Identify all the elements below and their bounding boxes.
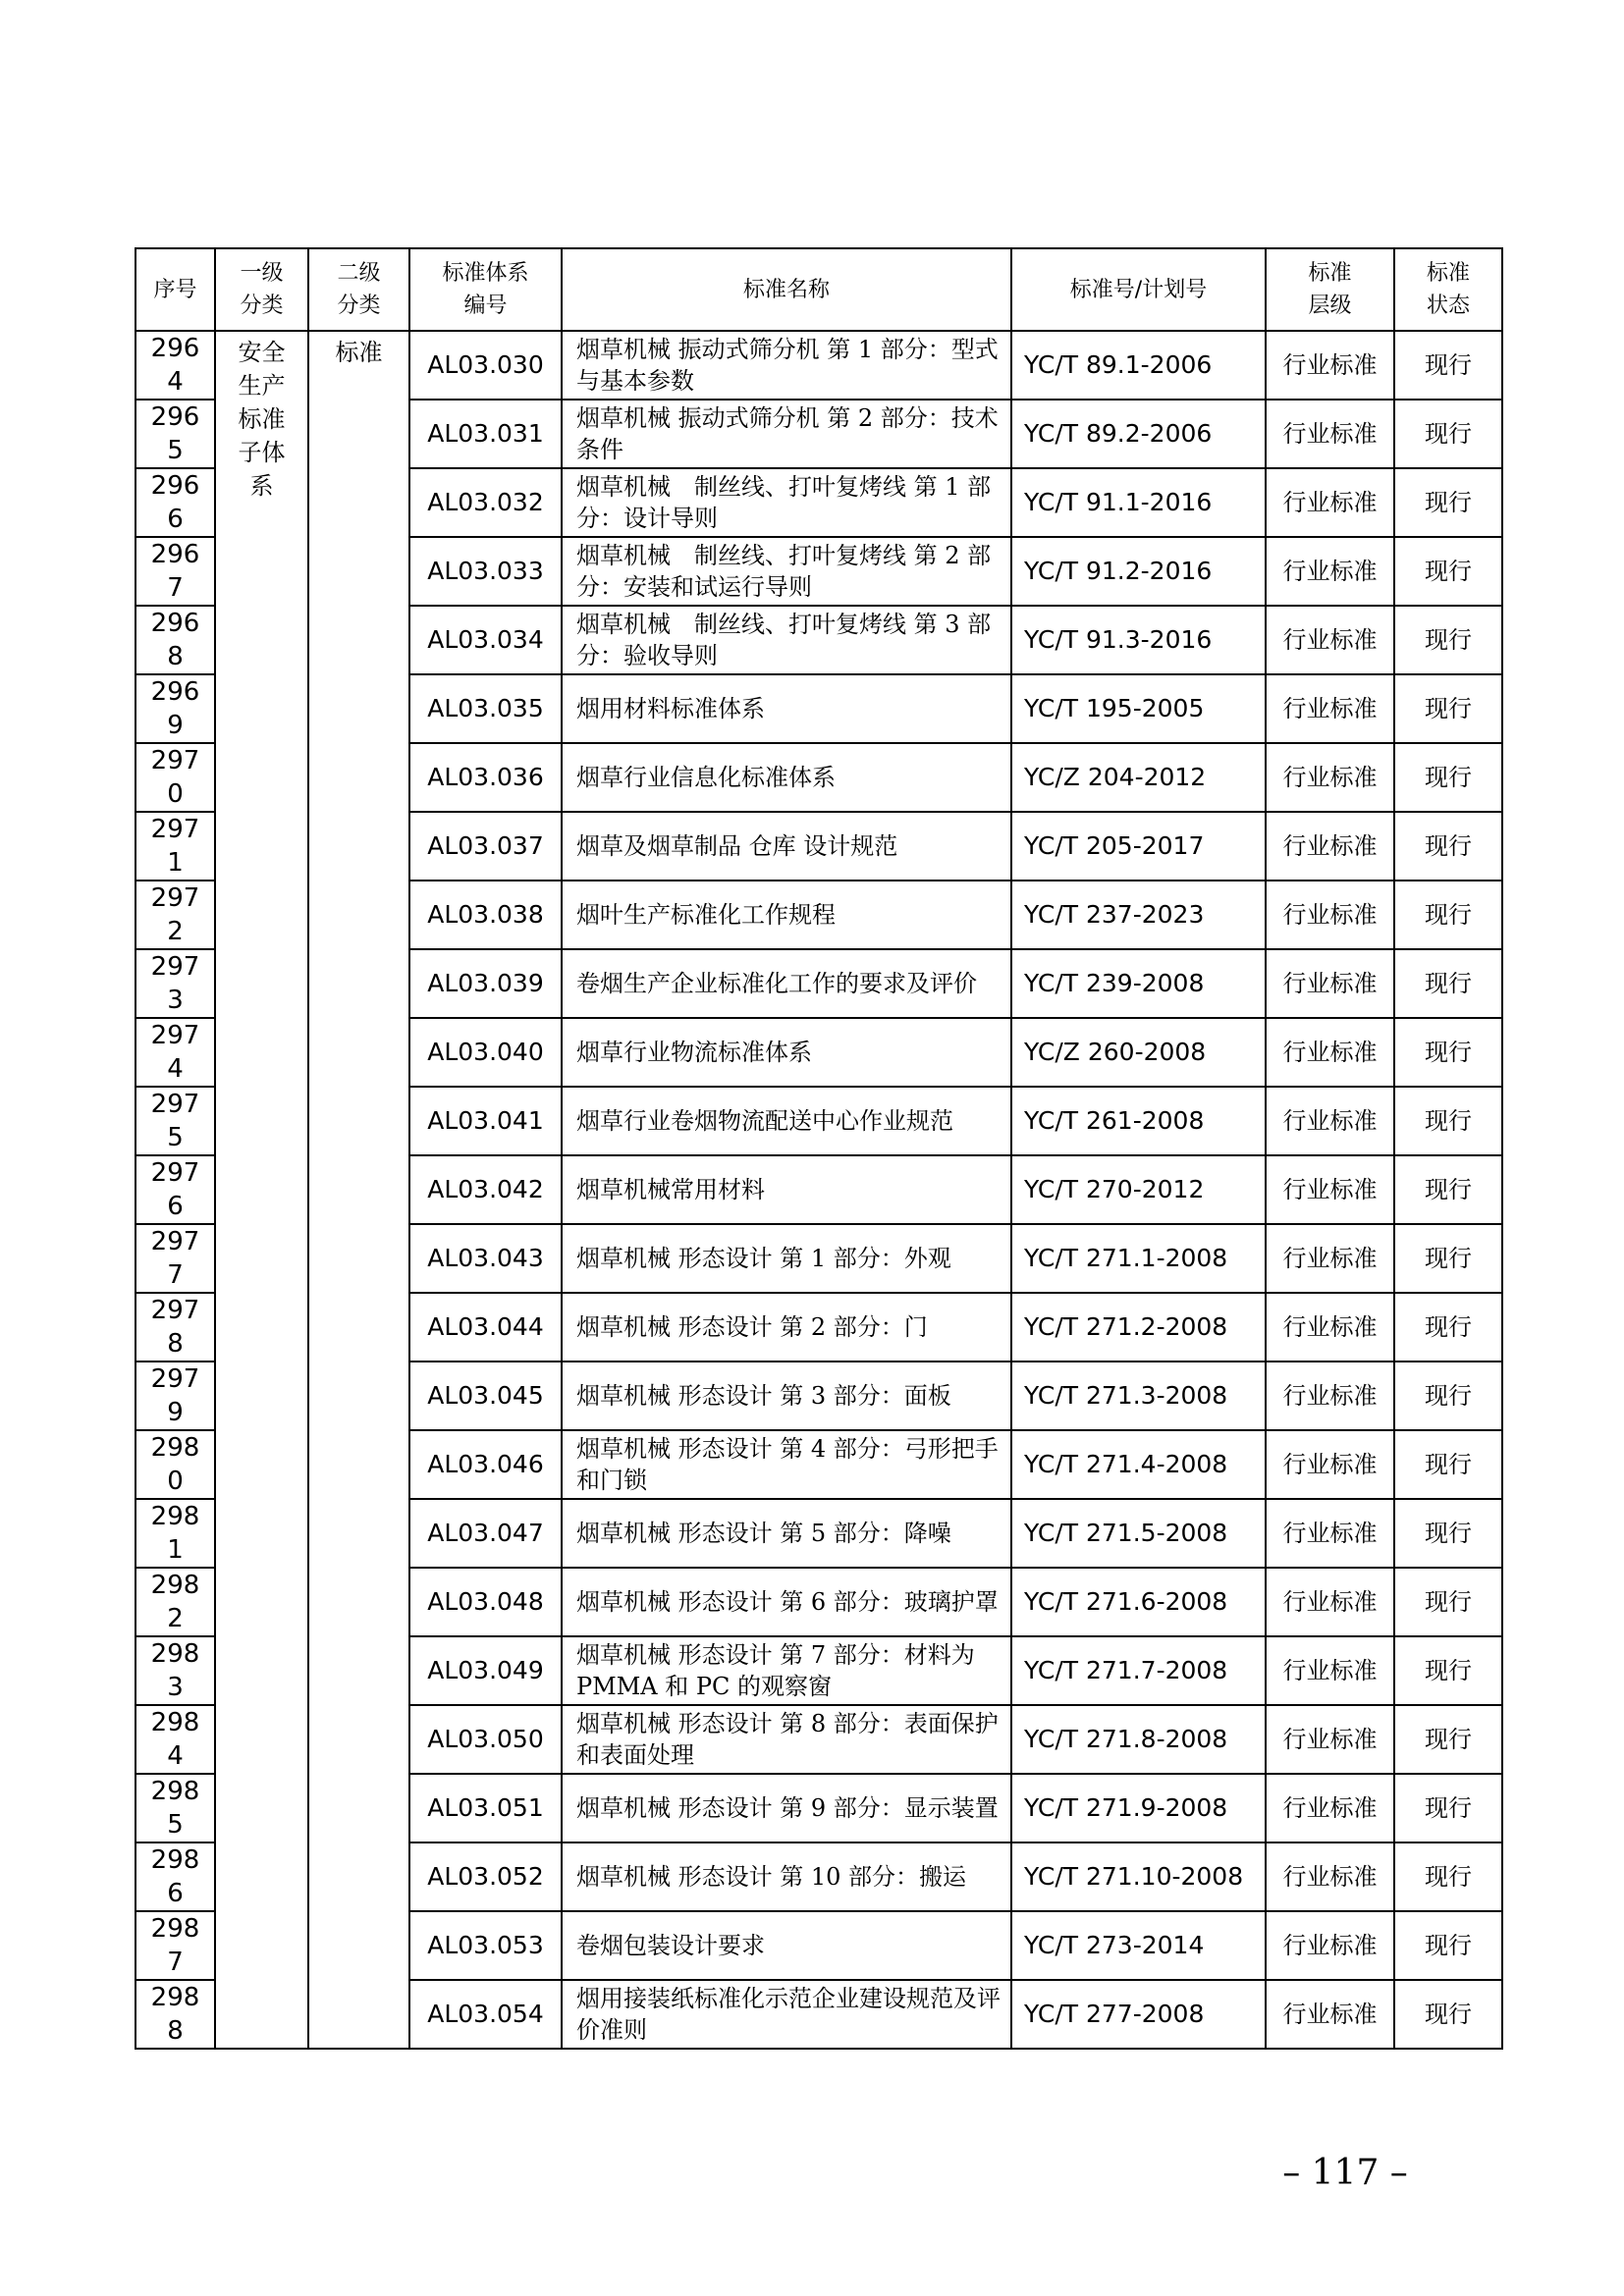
seq-part: 6 bbox=[167, 1192, 184, 1221]
seq-part: 297 bbox=[150, 1090, 200, 1119]
system-code-cell: AL03.039 bbox=[409, 949, 562, 1018]
seq-part: 297 bbox=[150, 1296, 200, 1325]
system-code-cell: AL03.037 bbox=[409, 812, 562, 881]
standard-level-cell: 行业标准 bbox=[1266, 606, 1394, 674]
seq-part: 2 bbox=[167, 917, 184, 946]
standard-level-cell: 行业标准 bbox=[1266, 537, 1394, 606]
seq-part: 296 bbox=[150, 540, 200, 569]
table-body bbox=[135, 331, 1502, 2049]
seq-cell bbox=[135, 1774, 215, 1842]
standard-level-cell: 行业标准 bbox=[1266, 1774, 1394, 1842]
standard-status-cell: 现行 bbox=[1394, 1293, 1502, 1362]
standard-name-cell: 烟草机械 制丝线、打叶复烤线 第 3 部分：验收导则 bbox=[562, 606, 1011, 674]
standard-number-cell: YC/T 271.4-2008 bbox=[1011, 1430, 1266, 1499]
seq-part: 298 bbox=[150, 1914, 200, 1944]
standard-status-cell: 现行 bbox=[1394, 1224, 1502, 1293]
seq-part: 298 bbox=[150, 1777, 200, 1806]
seq-part: 297 bbox=[150, 1227, 200, 1256]
standard-name-cell: 烟草及烟草制品 仓库 设计规范 bbox=[562, 812, 1011, 881]
category-2-cell: 标准 bbox=[308, 331, 409, 2049]
system-code-cell: AL03.052 bbox=[409, 1842, 562, 1911]
standard-number-cell: YC/T 89.1-2006 bbox=[1011, 331, 1266, 400]
seq-part: 4 bbox=[167, 1741, 184, 1771]
page-number: – 117 – bbox=[1282, 2153, 1408, 2193]
standard-name-cell: 烟草机械 形态设计 第 10 部分：搬运 bbox=[562, 1842, 1011, 1911]
table-header-row bbox=[135, 248, 1502, 331]
seq-part: 298 bbox=[150, 1708, 200, 1737]
seq-part: 8 bbox=[167, 642, 184, 671]
standard-level-cell: 行业标准 bbox=[1266, 1155, 1394, 1224]
seq-cell bbox=[135, 1499, 215, 1568]
seq-part: 8 bbox=[167, 2016, 184, 2046]
seq-cell bbox=[135, 1293, 215, 1362]
seq-part: 297 bbox=[150, 1364, 200, 1394]
seq-cell bbox=[135, 1842, 215, 1911]
standard-number-cell: YC/T 273-2014 bbox=[1011, 1911, 1266, 1980]
standard-status-cell: 现行 bbox=[1394, 881, 1502, 949]
seq-cell bbox=[135, 1980, 215, 2049]
standard-status-cell: 现行 bbox=[1394, 1636, 1502, 1705]
standard-number-cell: YC/T 261-2008 bbox=[1011, 1087, 1266, 1155]
standard-number-cell: YC/T 271.3-2008 bbox=[1011, 1362, 1266, 1430]
system-code-cell: AL03.045 bbox=[409, 1362, 562, 1430]
header-seq: 序号 bbox=[135, 248, 215, 331]
seq-cell bbox=[135, 1636, 215, 1705]
standard-number-cell: YC/T 91.2-2016 bbox=[1011, 537, 1266, 606]
standard-name-cell: 烟用材料标准体系 bbox=[562, 674, 1011, 743]
system-code-cell: AL03.033 bbox=[409, 537, 562, 606]
seq-part: 6 bbox=[167, 505, 184, 534]
standard-status-cell: 现行 bbox=[1394, 1911, 1502, 1980]
standard-name-cell: 烟草机械 制丝线、打叶复烤线 第 2 部分：安装和试运行导则 bbox=[562, 537, 1011, 606]
standard-level-cell: 行业标准 bbox=[1266, 400, 1394, 468]
standard-name-cell: 烟草机械 形态设计 第 6 部分：玻璃护罩 bbox=[562, 1568, 1011, 1636]
standard-name-cell: 烟草机械 形态设计 第 3 部分：面板 bbox=[562, 1362, 1011, 1430]
seq-part: 3 bbox=[167, 1673, 184, 1702]
standard-number-cell: YC/Z 204-2012 bbox=[1011, 743, 1266, 812]
system-code-cell: AL03.035 bbox=[409, 674, 562, 743]
standard-name-cell: 烟草机械 振动式筛分机 第 1 部分：型式与基本参数 bbox=[562, 331, 1011, 400]
seq-cell bbox=[135, 1705, 215, 1774]
seq-part: 9 bbox=[167, 711, 184, 740]
seq-part: 4 bbox=[167, 367, 184, 397]
seq-part: 298 bbox=[150, 1502, 200, 1531]
system-code-cell: AL03.043 bbox=[409, 1224, 562, 1293]
standard-name-cell: 卷烟生产企业标准化工作的要求及评价 bbox=[562, 949, 1011, 1018]
seq-cell bbox=[135, 812, 215, 881]
standard-level-cell: 行业标准 bbox=[1266, 743, 1394, 812]
seq-cell bbox=[135, 1911, 215, 1980]
standard-number-cell: YC/T 271.10-2008 bbox=[1011, 1842, 1266, 1911]
standard-number-cell: YC/T 271.8-2008 bbox=[1011, 1705, 1266, 1774]
standard-level-cell: 行业标准 bbox=[1266, 1362, 1394, 1430]
seq-part: 297 bbox=[150, 815, 200, 844]
seq-part: 6 bbox=[167, 1879, 184, 1908]
standard-status-cell: 现行 bbox=[1394, 400, 1502, 468]
seq-cell bbox=[135, 1018, 215, 1087]
standard-level-cell: 行业标准 bbox=[1266, 1980, 1394, 2049]
standard-level-cell: 行业标准 bbox=[1266, 1842, 1394, 1911]
standard-status-cell: 现行 bbox=[1394, 1430, 1502, 1499]
seq-part: 298 bbox=[150, 1983, 200, 2012]
standard-number-cell: YC/T 270-2012 bbox=[1011, 1155, 1266, 1224]
system-code-cell: AL03.030 bbox=[409, 331, 562, 400]
seq-part: 7 bbox=[167, 573, 184, 603]
seq-part: 1 bbox=[167, 1535, 184, 1565]
standard-level-cell: 行业标准 bbox=[1266, 881, 1394, 949]
standard-level-cell: 行业标准 bbox=[1266, 1018, 1394, 1087]
standard-level-cell: 行业标准 bbox=[1266, 1705, 1394, 1774]
standard-number-cell: YC/T 271.2-2008 bbox=[1011, 1293, 1266, 1362]
header-standard-status: 标准 状态 bbox=[1394, 248, 1502, 331]
system-code-cell: AL03.032 bbox=[409, 468, 562, 537]
system-code-cell: AL03.047 bbox=[409, 1499, 562, 1568]
standard-level-cell: 行业标准 bbox=[1266, 1430, 1394, 1499]
system-code-cell: AL03.049 bbox=[409, 1636, 562, 1705]
standard-number-cell: YC/T 239-2008 bbox=[1011, 949, 1266, 1018]
standard-name-cell: 烟草机械 振动式筛分机 第 2 部分：技术条件 bbox=[562, 400, 1011, 468]
standard-status-cell: 现行 bbox=[1394, 812, 1502, 881]
standard-name-cell: 烟草机械 形态设计 第 2 部分：门 bbox=[562, 1293, 1011, 1362]
seq-cell bbox=[135, 1155, 215, 1224]
standard-level-cell: 行业标准 bbox=[1266, 1224, 1394, 1293]
seq-part: 1 bbox=[167, 848, 184, 878]
standard-status-cell: 现行 bbox=[1394, 537, 1502, 606]
seq-part: 3 bbox=[167, 986, 184, 1015]
standards-table bbox=[135, 247, 1503, 2050]
standard-number-cell: YC/T 271.9-2008 bbox=[1011, 1774, 1266, 1842]
category-1-line: 安全 bbox=[238, 339, 286, 366]
seq-cell bbox=[135, 674, 215, 743]
seq-cell bbox=[135, 400, 215, 468]
seq-part: 7 bbox=[167, 1260, 184, 1290]
header-system-code: 标准体系 编号 bbox=[409, 248, 562, 331]
standard-status-cell: 现行 bbox=[1394, 743, 1502, 812]
standard-status-cell: 现行 bbox=[1394, 1705, 1502, 1774]
standard-level-cell: 行业标准 bbox=[1266, 331, 1394, 400]
seq-cell bbox=[135, 1362, 215, 1430]
standard-status-cell: 现行 bbox=[1394, 674, 1502, 743]
seq-part: 297 bbox=[150, 1021, 200, 1050]
seq-part: 298 bbox=[150, 1639, 200, 1669]
system-code-cell: AL03.054 bbox=[409, 1980, 562, 2049]
system-code-cell: AL03.031 bbox=[409, 400, 562, 468]
category-1-line: 子体 bbox=[238, 439, 286, 466]
standard-number-cell: YC/T 271.6-2008 bbox=[1011, 1568, 1266, 1636]
standard-number-cell: YC/Z 260-2008 bbox=[1011, 1018, 1266, 1087]
standard-name-cell: 烟草行业物流标准体系 bbox=[562, 1018, 1011, 1087]
standard-level-cell: 行业标准 bbox=[1266, 812, 1394, 881]
seq-cell bbox=[135, 468, 215, 537]
seq-part: 296 bbox=[150, 402, 200, 432]
standard-name-cell: 烟草机械常用材料 bbox=[562, 1155, 1011, 1224]
standard-status-cell: 现行 bbox=[1394, 1155, 1502, 1224]
seq-cell bbox=[135, 331, 215, 400]
standard-number-cell: YC/T 237-2023 bbox=[1011, 881, 1266, 949]
system-code-cell: AL03.048 bbox=[409, 1568, 562, 1636]
standard-status-cell: 现行 bbox=[1394, 1018, 1502, 1087]
standard-number-cell: YC/T 205-2017 bbox=[1011, 812, 1266, 881]
seq-part: 0 bbox=[167, 1467, 184, 1496]
standard-level-cell: 行业标准 bbox=[1266, 674, 1394, 743]
seq-cell bbox=[135, 1087, 215, 1155]
standard-number-cell: YC/T 271.7-2008 bbox=[1011, 1636, 1266, 1705]
seq-part: 8 bbox=[167, 1329, 184, 1359]
standard-number-cell: YC/T 271.1-2008 bbox=[1011, 1224, 1266, 1293]
seq-part: 4 bbox=[167, 1054, 184, 1084]
system-code-cell: AL03.042 bbox=[409, 1155, 562, 1224]
standard-level-cell: 行业标准 bbox=[1266, 949, 1394, 1018]
standard-status-cell: 现行 bbox=[1394, 606, 1502, 674]
seq-cell bbox=[135, 881, 215, 949]
seq-part: 9 bbox=[167, 1398, 184, 1427]
standard-level-cell: 行业标准 bbox=[1266, 1499, 1394, 1568]
system-code-cell: AL03.038 bbox=[409, 881, 562, 949]
seq-part: 5 bbox=[167, 1810, 184, 1840]
header-category-2: 二级 分类 bbox=[308, 248, 409, 331]
standard-level-cell: 行业标准 bbox=[1266, 1568, 1394, 1636]
standard-status-cell: 现行 bbox=[1394, 1568, 1502, 1636]
seq-part: 5 bbox=[167, 1123, 184, 1152]
standard-name-cell: 烟草机械 形态设计 第 9 部分：显示装置 bbox=[562, 1774, 1011, 1842]
system-code-cell: AL03.036 bbox=[409, 743, 562, 812]
standard-status-cell: 现行 bbox=[1394, 1980, 1502, 2049]
category-1-cell bbox=[215, 331, 308, 2049]
seq-part: 297 bbox=[150, 952, 200, 982]
seq-part: 297 bbox=[150, 1158, 200, 1188]
standard-name-cell: 烟用接装纸标准化示范企业建设规范及评价准则 bbox=[562, 1980, 1011, 2049]
seq-cell bbox=[135, 1224, 215, 1293]
seq-cell bbox=[135, 949, 215, 1018]
standard-name-cell: 卷烟包装设计要求 bbox=[562, 1911, 1011, 1980]
standard-status-cell: 现行 bbox=[1394, 1499, 1502, 1568]
seq-part: 2 bbox=[167, 1604, 184, 1633]
standard-number-cell: YC/T 195-2005 bbox=[1011, 674, 1266, 743]
seq-cell bbox=[135, 1568, 215, 1636]
standard-name-cell: 烟草行业信息化标准体系 bbox=[562, 743, 1011, 812]
standard-status-cell: 现行 bbox=[1394, 1087, 1502, 1155]
seq-part: 298 bbox=[150, 1433, 200, 1463]
system-code-cell: AL03.051 bbox=[409, 1774, 562, 1842]
seq-cell bbox=[135, 606, 215, 674]
header-standard-name: 标准名称 bbox=[562, 248, 1011, 331]
standard-name-cell: 烟草机械 形态设计 第 7 部分：材料为 PMMA 和 PC 的观察窗 bbox=[562, 1636, 1011, 1705]
standard-number-cell: YC/T 91.1-2016 bbox=[1011, 468, 1266, 537]
seq-part: 298 bbox=[150, 1845, 200, 1875]
standard-number-cell: YC/T 91.3-2016 bbox=[1011, 606, 1266, 674]
standard-status-cell: 现行 bbox=[1394, 468, 1502, 537]
standard-name-cell: 烟叶生产标准化工作规程 bbox=[562, 881, 1011, 949]
standard-number-cell: YC/T 277-2008 bbox=[1011, 1980, 1266, 2049]
category-1-line: 标准 bbox=[238, 405, 286, 433]
standard-status-cell: 现行 bbox=[1394, 1842, 1502, 1911]
standard-level-cell: 行业标准 bbox=[1266, 1087, 1394, 1155]
seq-part: 298 bbox=[150, 1571, 200, 1600]
standard-status-cell: 现行 bbox=[1394, 1774, 1502, 1842]
seq-part: 296 bbox=[150, 677, 200, 707]
seq-part: 296 bbox=[150, 471, 200, 501]
seq-part: 7 bbox=[167, 1948, 184, 1977]
category-1-line: 系 bbox=[249, 472, 274, 500]
header-standard-number: 标准号/计划号 bbox=[1011, 248, 1266, 331]
standard-name-cell: 烟草机械 形态设计 第 5 部分：降噪 bbox=[562, 1499, 1011, 1568]
standard-level-cell: 行业标准 bbox=[1266, 1911, 1394, 1980]
seq-part: 296 bbox=[150, 334, 200, 363]
system-code-cell: AL03.034 bbox=[409, 606, 562, 674]
seq-part: 0 bbox=[167, 779, 184, 809]
standard-status-cell: 现行 bbox=[1394, 1362, 1502, 1430]
standard-level-cell: 行业标准 bbox=[1266, 468, 1394, 537]
seq-part: 297 bbox=[150, 746, 200, 775]
system-code-cell: AL03.050 bbox=[409, 1705, 562, 1774]
seq-part: 297 bbox=[150, 883, 200, 913]
standard-status-cell: 现行 bbox=[1394, 949, 1502, 1018]
standard-status-cell: 现行 bbox=[1394, 331, 1502, 400]
standard-number-cell: YC/T 271.5-2008 bbox=[1011, 1499, 1266, 1568]
standard-name-cell: 烟草机械 形态设计 第 1 部分：外观 bbox=[562, 1224, 1011, 1293]
system-code-cell: AL03.044 bbox=[409, 1293, 562, 1362]
standard-name-cell: 烟草机械 形态设计 第 8 部分：表面保护和表面处理 bbox=[562, 1705, 1011, 1774]
system-code-cell: AL03.046 bbox=[409, 1430, 562, 1499]
seq-part: 5 bbox=[167, 436, 184, 465]
seq-cell bbox=[135, 537, 215, 606]
header-standard-level: 标准 层级 bbox=[1266, 248, 1394, 331]
seq-cell bbox=[135, 743, 215, 812]
system-code-cell: AL03.053 bbox=[409, 1911, 562, 1980]
standard-level-cell: 行业标准 bbox=[1266, 1293, 1394, 1362]
header-category-1: 一级 分类 bbox=[215, 248, 308, 331]
standard-number-cell: YC/T 89.2-2006 bbox=[1011, 400, 1266, 468]
system-code-cell: AL03.040 bbox=[409, 1018, 562, 1087]
table-row bbox=[135, 331, 1502, 400]
seq-part: 296 bbox=[150, 609, 200, 638]
category-1-line: 生产 bbox=[238, 372, 286, 400]
standard-name-cell: 烟草机械 制丝线、打叶复烤线 第 1 部分：设计导则 bbox=[562, 468, 1011, 537]
standard-name-cell: 烟草机械 形态设计 第 4 部分：弓形把手和门锁 bbox=[562, 1430, 1011, 1499]
seq-cell bbox=[135, 1430, 215, 1499]
system-code-cell: AL03.041 bbox=[409, 1087, 562, 1155]
standard-level-cell: 行业标准 bbox=[1266, 1636, 1394, 1705]
standard-name-cell: 烟草行业卷烟物流配送中心作业规范 bbox=[562, 1087, 1011, 1155]
